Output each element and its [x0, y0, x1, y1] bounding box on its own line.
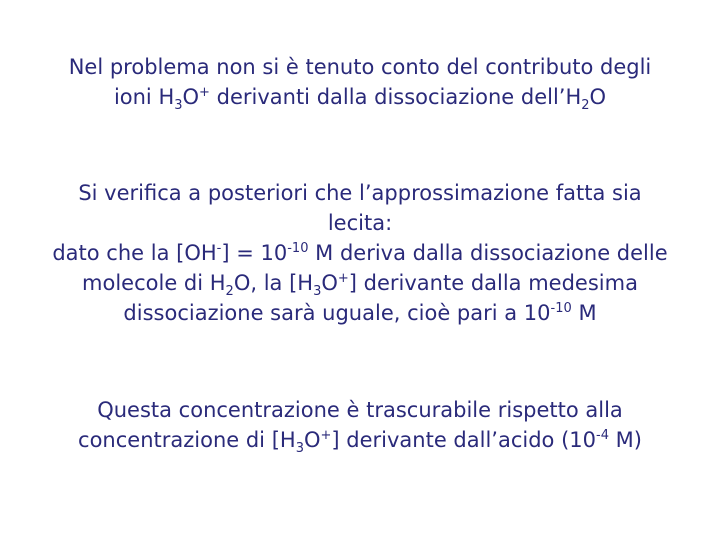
superscript: -10	[550, 301, 572, 316]
text-run: ] derivante dall’acido (10	[331, 428, 596, 452]
text-run: O	[321, 271, 338, 295]
superscript: -4	[596, 428, 609, 443]
text-run: O	[303, 428, 321, 452]
text-line	[0, 298, 720, 328]
text-line	[0, 82, 720, 112]
paragraph-verifica	[0, 178, 720, 328]
superscript: +	[337, 271, 349, 286]
text-run: M deriva dalla dissociazione delle	[308, 241, 668, 265]
text-line: Nel problema non si è tenuto conto del contributo degli	[68, 55, 652, 79]
text-line	[0, 238, 720, 268]
text-run: derivanti dalla dissociazione dell’H	[209, 85, 582, 109]
subscript: 3	[174, 98, 183, 114]
text-line: Questa concentrazione è trascurabile rispetto alla	[97, 398, 623, 422]
superscript: -10	[287, 241, 309, 256]
text-line	[0, 425, 720, 455]
text-line: lecita:	[327, 211, 393, 235]
text-run: M	[571, 301, 597, 325]
text-run: O, la [H	[233, 271, 314, 295]
text-run: dissociazione sarà uguale, cioè pari a 10	[123, 301, 551, 325]
text-run: dato che la [OH	[52, 241, 217, 265]
superscript: -	[216, 241, 222, 256]
superscript: +	[199, 85, 210, 100]
subscript: 3	[313, 284, 322, 300]
text-run: O	[182, 85, 200, 109]
paragraph-contributo	[0, 52, 720, 112]
text-run: M)	[608, 428, 642, 452]
text-run: ] = 10	[221, 241, 288, 265]
subscript: 3	[295, 441, 304, 457]
subscript: 2	[225, 284, 234, 300]
text-run: O	[589, 85, 607, 109]
paragraph-conclusione	[0, 395, 720, 455]
text-line: Si verifica a posteriori che l’approssimazione fatta sia	[78, 181, 642, 205]
subscript: 2	[581, 98, 590, 114]
text-run: concentrazione di [H	[78, 428, 296, 452]
text-run: molecole di H	[82, 271, 226, 295]
superscript: +	[320, 428, 332, 443]
text-run: ] derivante dalla medesima	[348, 271, 638, 295]
text-run: ioni H	[113, 85, 175, 109]
text-line	[0, 268, 720, 298]
